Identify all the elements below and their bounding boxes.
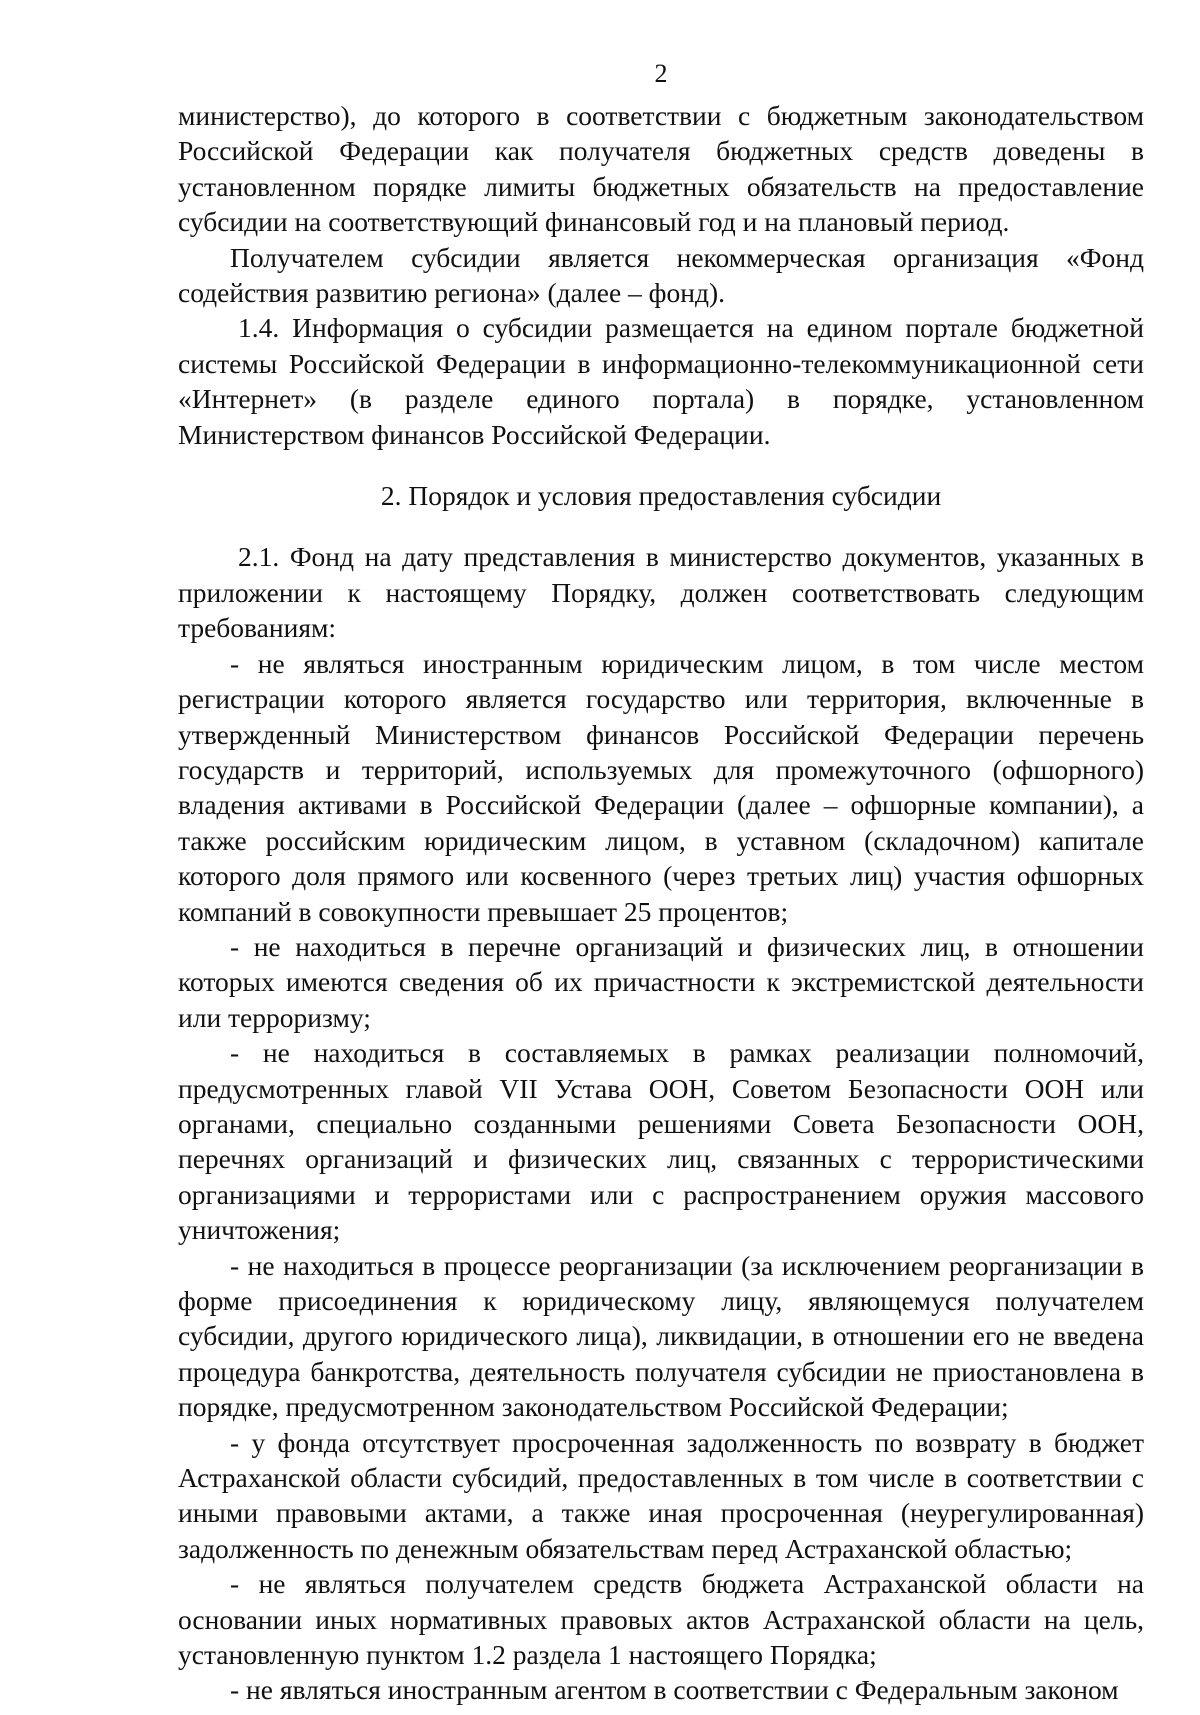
paragraph-2-1: 2.1. Фонд на дату представления в министерство документов, указанных в приложении к настоящему Порядку, должен соответствовать следующим требованиям: xyxy=(178,541,1144,644)
section-heading: 2. Порядок и условия предоставления субсидии xyxy=(380,480,942,512)
paragraph-recipient: Получателем субсидии является некоммерческая организация «Фонд содействия развитию региона» (далее – фонд). xyxy=(178,241,1144,309)
requirement-item: - не находиться в процессе реорганизации (за исключением реорганизации в форме присоединения к юридическому лицу, являющемуся получателем субсидии, другого юридического лица), ликвидации, в отношении его не введена процедура банкротства, деятельность получателя субсидии не приостановлена в порядке, предусмотренном законодательством Российской Федерации; xyxy=(178,1249,1144,1423)
paragraph-continuation: министерство), до которого в соответствии с бюджетным законодательством Российской Федерации как получателя бюджетных средств доведены в установленном порядке лимиты бюджетных обязательств на предоставление субсидии на соответствующий финансовый год и на плановый период. xyxy=(178,100,1144,238)
requirement-item: - не находиться в составляемых в рамках реализации полномочий, предусмотренных главой VII Устава ООН, Советом Безопасности ООН или органами, специально созданными решениями Совета Безопасности ООН, перечнях организаций и физических лиц, связанных с террористическими организациями и террористами или с распространением оружия массового уничтожения; xyxy=(178,1037,1144,1246)
requirement-item: - не находиться в перечне организаций и физических лиц, в отношении которых имеются сведения об их причастности к экстремистской деятельности или терроризму; xyxy=(178,930,1144,1033)
paragraph-1-4: 1.4. Информация о субсидии размещается на едином портале бюджетной системы Российской Федерации в информационно-телекоммуникационной сети «Интернет» (в разделе единого портала) в порядке, установленном Министерством финансов Российской Федерации. xyxy=(178,312,1144,450)
page-number: 2 xyxy=(654,59,668,88)
requirement-item: - не являться иностранным юридическим лицом, в том числе местом регистрации которого является государство или территория, включенные в утвержденный Министерством финансов Российской Федерации перечень государств и территорий, используемых для промежуточного (офшорного) владения активами в Российской Федерации (далее – офшорные компании), а также российским юридическим лицом, в уставном (складочном) капитале которого доля прямого или косвенного (через третьих лиц) участия офшорных компаний в совокупности превышает 25 процентов; xyxy=(178,647,1144,927)
requirement-item: - не являться иностранным агентом в соответствии с Федеральным законом xyxy=(230,1674,1119,1706)
requirement-item: - не являться получателем средств бюджета Астраханской области на основании иных нормативных правовых актов Астраханской области на цель, установленную пунктом 1.2 раздела 1 настоящего Порядка; xyxy=(178,1568,1144,1671)
document-page xyxy=(178,58,1144,1708)
requirement-item: - у фонда отсутствует просроченная задолженность по возврату в бюджет Астраханской области субсидий, предоставленных в том числе в соответствии с иными правовыми актами, а также иная просроченная (неурегулированная) задолженность по денежным обязательствам перед Астраханской областью; xyxy=(178,1426,1144,1564)
